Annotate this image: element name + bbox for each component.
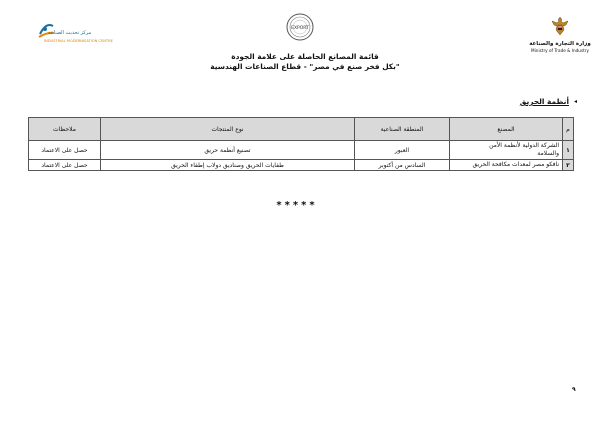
factory-name [450, 141, 563, 160]
export-quality-logo [284, 12, 316, 42]
ministry-logo [519, 15, 601, 53]
industrial-zone: السادس من أكتوبر [355, 160, 450, 171]
table-header-row [29, 118, 574, 141]
svg-text:EXPORT: EXPORT [291, 26, 309, 31]
factory-name-line1: الشركة الدولية لأنظمة الأمن [489, 142, 559, 149]
table-row [29, 160, 574, 171]
product-type: طفايات الحريق وصناديق دولاب إطفاء الحريق [101, 160, 355, 171]
header-products: نوع المنتجات [101, 118, 355, 141]
imc-name-en: INDUSTRIAL MODERNISATION CENTRE [44, 39, 113, 43]
page-number: ٩ [572, 386, 576, 393]
factories-table [28, 117, 574, 171]
header-num: م [563, 118, 574, 141]
industrial-zone: العبور [355, 141, 450, 160]
section-heading [520, 97, 577, 106]
ministry-name-en: Ministry of Trade & Industry [531, 48, 589, 53]
notes: حصل على الاعتماد [29, 141, 101, 160]
row-number: ١ [563, 141, 574, 160]
product-type: تصنيع أنظمة حريق [101, 141, 355, 160]
notes: حصل على الاعتماد [29, 160, 101, 171]
factory-name-line1: نافكو مصر لمعدات مكافحة الحريق [472, 161, 559, 168]
bullet-arrow-icon: ◂ [573, 98, 577, 105]
document-title: قائمة المصانع الحاصلة على علامة الجودة [231, 52, 379, 61]
header-notes: ملاحظات [29, 118, 101, 141]
imc-logo [34, 20, 113, 50]
header-factory: المصنع [450, 118, 563, 141]
section-title: أنظمة الحريق [519, 97, 569, 106]
table-row [29, 141, 574, 160]
factory-name-line2: والسلامة [537, 150, 559, 157]
document-subtitle: "بكل فخر صنع في مصر" - قطاع الصناعات الهندسية [210, 62, 400, 71]
factory-name [450, 160, 563, 171]
imc-name-ar: مركز تحديث الصناعة [48, 30, 92, 36]
row-number: ٢ [563, 160, 574, 171]
ministry-name-ar: وزارة التجارة والصناعة [529, 41, 591, 47]
eagle-emblem-icon [549, 15, 571, 37]
quality-seal-icon [284, 12, 316, 42]
end-of-section-stars: ***** [276, 200, 318, 211]
header-zone: المنطقة الصناعية [355, 118, 450, 141]
